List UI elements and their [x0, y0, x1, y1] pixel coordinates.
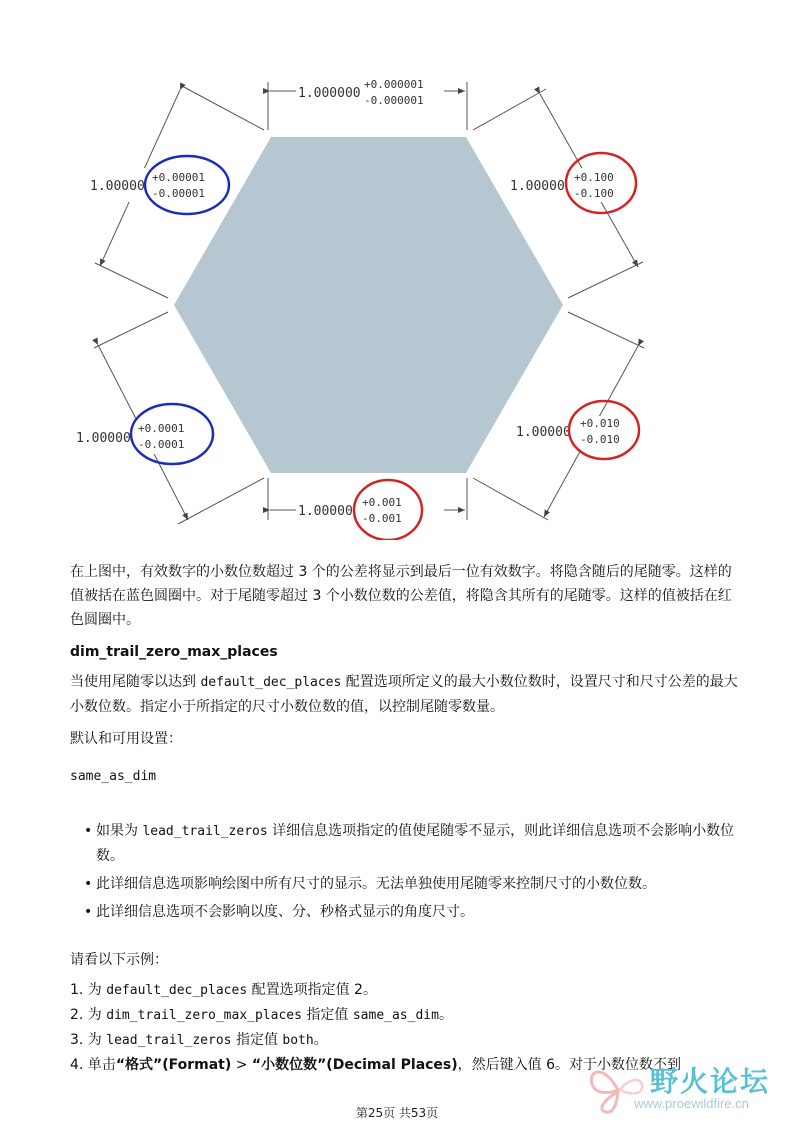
menu-path-decimal-places: “小数位数”(Decimal Places) [251, 1057, 458, 1073]
dim-ur-lower: -0.100 [574, 187, 614, 200]
note-text: 此详细信息选项不会影响以度、分、秒格式显示的角度尺寸。 [96, 904, 474, 920]
dim-ur-nominal: 1.00000 [510, 179, 565, 194]
desc-text: 当使用尾随零以达到 [70, 674, 201, 690]
notes-list [70, 819, 740, 924]
dimension-lower-right [514, 401, 639, 459]
dim-ul-lower: -0.00001 [152, 187, 205, 200]
dimension-top [296, 78, 442, 107]
dim-lr-nominal: 1.00000 [516, 425, 571, 440]
step-code: default_dec_places [106, 983, 248, 998]
list-item [70, 872, 740, 896]
dim-ur-upper: +0.100 [574, 171, 614, 184]
dimension-upper-left [88, 156, 229, 214]
example-label: 请看以下示例： [70, 952, 168, 968]
step-text: 。 [313, 1032, 328, 1048]
step-text: 为 [83, 982, 107, 998]
dim-lr-lower: -0.010 [580, 433, 620, 446]
hexagon-shape [174, 137, 563, 473]
note-text: 详细信息选项指定的值使尾随零不显示，则此详细信息选项不会影响小数位数。 [96, 823, 735, 864]
dim-top-nominal: 1.000000 [298, 86, 361, 101]
hexagon-drawing [0, 0, 794, 540]
step-number: 1. [70, 982, 84, 998]
list-item [70, 819, 740, 868]
step-code: both [282, 1033, 314, 1048]
dimension-lower-left [74, 404, 214, 464]
step-text: 指定值 [301, 1007, 353, 1023]
list-item [70, 978, 740, 1003]
dim-top-lower: -0.000001 [364, 94, 424, 107]
option-heading: dim_trail_zero_max_places [70, 644, 278, 660]
step-text: 。 [438, 1007, 453, 1023]
dimension-bottom [296, 480, 426, 540]
bullet-icon: • [84, 876, 93, 892]
watermark-url: www.proewildfire.cn [634, 1096, 749, 1111]
step-number: 3. [70, 1032, 84, 1048]
menu-path-format: “格式”(Format) [115, 1057, 232, 1073]
step-text: ，然后键入值 6。对于小数位数不到 [457, 1057, 682, 1073]
watermark-title: 野火论坛 [650, 1065, 771, 1098]
bullet-icon: • [84, 904, 93, 920]
dim-ll-upper: +0.0001 [138, 422, 185, 435]
document-body [70, 560, 740, 1078]
dim-ul-nominal: 1.00000 [90, 179, 145, 194]
desc-code: default_dec_places [200, 675, 342, 690]
step-text: 单击 [83, 1057, 116, 1073]
step-text: 配置选项指定值 2。 [247, 982, 377, 998]
dim-bottom-lower: -0.001 [362, 512, 402, 525]
step-text: 为 [83, 1007, 107, 1023]
step-text: 为 [83, 1032, 107, 1048]
note-text: 此详细信息选项影响绘图中所有尺寸的显示。无法单独使用尾随零来控制尺寸的小数位数。 [96, 876, 656, 892]
dim-ll-nominal: 1.00000 [76, 431, 131, 446]
step-code: lead_trail_zeros [106, 1033, 232, 1048]
note-code: lead_trail_zeros [142, 824, 268, 839]
list-item [70, 900, 740, 924]
dim-lr-upper: +0.010 [580, 417, 620, 430]
menu-separator: > [231, 1057, 252, 1073]
bullet-icon: • [84, 823, 93, 839]
intro-paragraph: 在上图中，有效数字的小数位数超过 3 个的公差将显示到最后一位有效数字。将隐含随后的尾随零。这样的值被括在蓝色圆圈中。对于尾随零超过 3 个小数位数的公差值，将隐含其所有的尾随零。这样的值被括在红色圆圈中。 [70, 564, 732, 628]
step-number: 2. [70, 1007, 84, 1023]
dim-bottom-upper: +0.001 [362, 496, 402, 509]
dim-ul-upper: +0.00001 [152, 171, 205, 184]
dimension-upper-right [508, 153, 638, 213]
hexagon-figure [0, 0, 794, 540]
dim-bottom-nominal: 1.00000 [298, 504, 353, 519]
step-code: dim_trail_zero_max_places [106, 1008, 302, 1023]
list-item [70, 1003, 740, 1028]
note-text: 如果为 [96, 823, 143, 839]
defaults-label: 默认和可用设置： [70, 731, 182, 747]
dim-top-upper: +0.000001 [364, 78, 424, 91]
desc-text: 配置选项所定义的最大小数位数时，设置尺寸和尺寸公差的最大小数位数。指定小于所指定的尺寸小数位数的值，以控制尾随零数量。 [70, 674, 738, 715]
page-footer: 第25页 共53页 [355, 1106, 439, 1120]
default-value: same_as_dim [70, 769, 157, 784]
option-description [70, 670, 740, 719]
step-number: 4. [70, 1057, 84, 1073]
list-item [70, 1028, 740, 1053]
step-code: same_as_dim [352, 1008, 439, 1023]
dim-ll-lower: -0.0001 [138, 438, 185, 451]
step-text: 指定值 [231, 1032, 283, 1048]
